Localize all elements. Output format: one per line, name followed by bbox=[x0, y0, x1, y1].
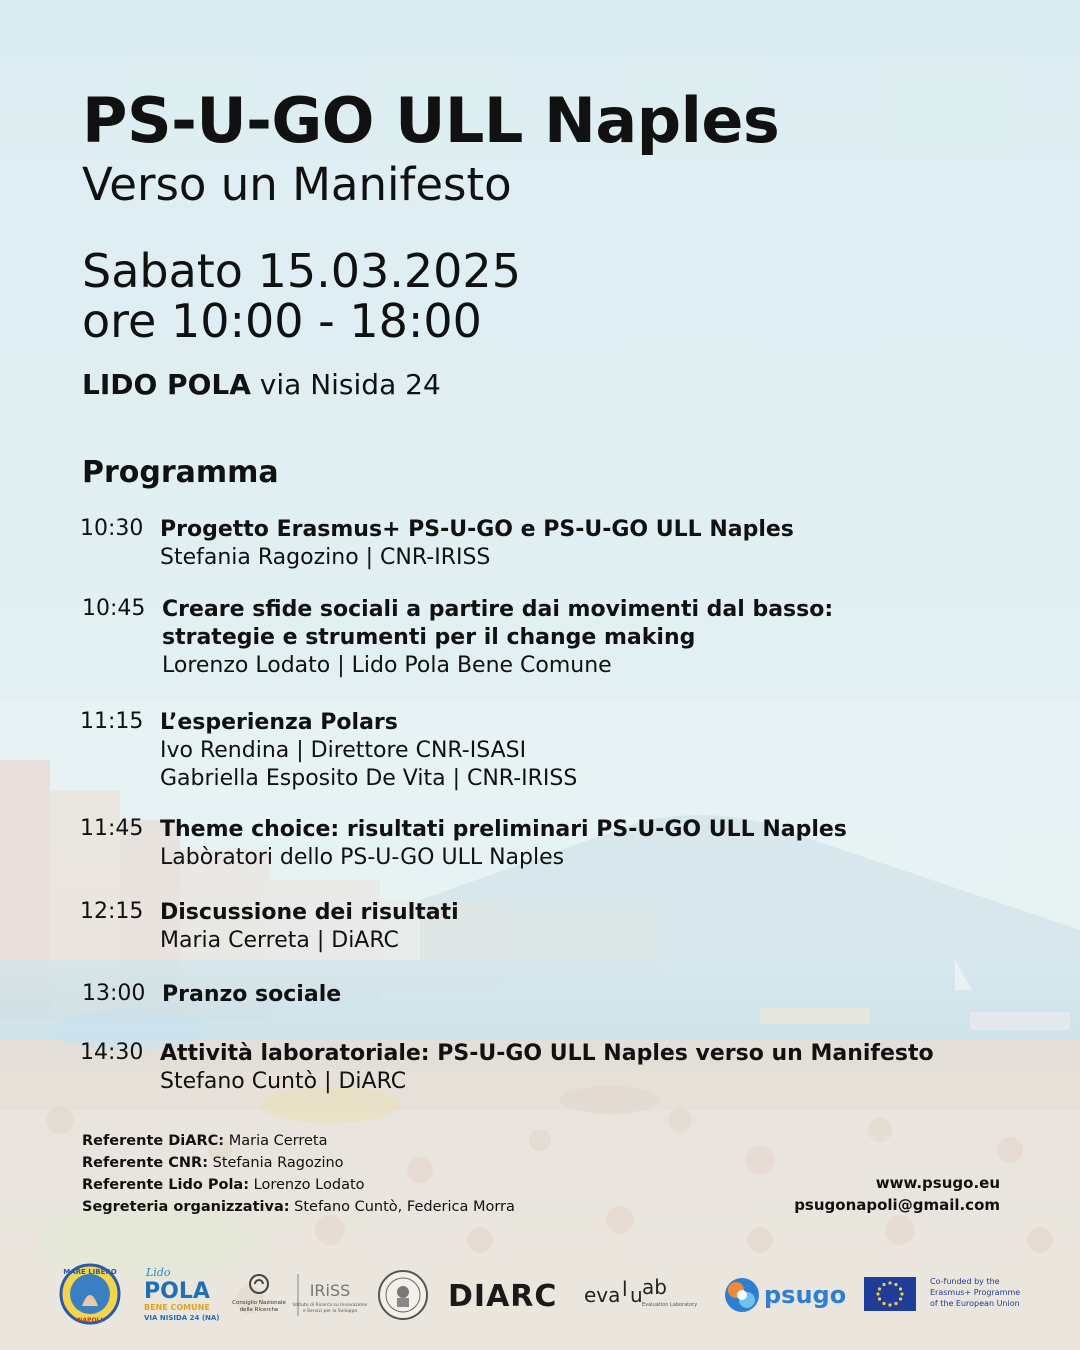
programme-title: Progetto Erasmus+ PS-U-GO e PS-U-GO ULL Naples bbox=[160, 517, 794, 542]
referent-name: Stefano Cuntò, Federica Morra bbox=[294, 1199, 515, 1215]
programme-title: Discussione dei risultati bbox=[160, 900, 459, 925]
mare-libero-logo bbox=[58, 1262, 122, 1328]
psugo-logo bbox=[722, 1262, 846, 1328]
svg-text:Lido: Lido bbox=[146, 1266, 171, 1279]
programme-title: Theme choice: risultati preliminari PS-U-GO ULL Naples bbox=[160, 817, 847, 842]
svg-text:Istituto di Ricerca su Innovaz: Istituto di Ricerca su Innovazione bbox=[292, 1303, 368, 1308]
event-date: Sabato 15.03.2025 bbox=[82, 244, 521, 298]
referent-role: Segreteria organizzativa: bbox=[82, 1199, 290, 1215]
university-seal-logo bbox=[374, 1262, 432, 1328]
svg-text:VIA NISIDA 24 (NA): VIA NISIDA 24 (NA) bbox=[144, 1314, 220, 1322]
programme-speaker: Maria Cerreta | DiARC bbox=[160, 928, 399, 953]
programme-speaker: Ivo Rendina | Direttore CNR-ISASI bbox=[160, 738, 527, 763]
programme-speaker: Lorenzo Lodato | Lido Pola Bene Comune bbox=[162, 653, 612, 678]
svg-text:l: l bbox=[622, 1277, 628, 1301]
diarc-logo bbox=[446, 1262, 562, 1328]
event-subtitle: Verso un Manifesto bbox=[82, 158, 512, 211]
programme-time: 14:30 bbox=[80, 1040, 144, 1065]
referents-list bbox=[82, 1130, 515, 1218]
programme-time: 10:30 bbox=[80, 516, 144, 541]
svg-text:Consiglio Nazionale: Consiglio Nazionale bbox=[232, 1300, 286, 1306]
svg-text:delle Ricerche: delle Ricerche bbox=[239, 1307, 279, 1313]
referent-line bbox=[82, 1196, 515, 1218]
programme-title: Attività laboratoriale: PS-U-GO ULL Naples verso un Manifesto bbox=[160, 1041, 934, 1066]
svg-text:Evaluation Laboratory: Evaluation Laboratory bbox=[642, 1302, 698, 1308]
event-time: ore 10:00 - 18:00 bbox=[82, 294, 482, 348]
referent-line bbox=[82, 1174, 515, 1196]
svg-text:of the European Union: of the European Union bbox=[930, 1299, 1020, 1308]
referent-name: Lorenzo Lodato bbox=[253, 1177, 365, 1193]
lido-pola-logo bbox=[140, 1262, 220, 1328]
referent-role: Referente CNR: bbox=[82, 1155, 209, 1171]
programme-title: Creare sfide sociali a partire dai movimenti dal basso: bbox=[162, 597, 834, 622]
svg-text:Co-funded by the: Co-funded by the bbox=[930, 1277, 1000, 1286]
programme-time: 13:00 bbox=[82, 981, 146, 1006]
svg-text:BENE COMUNE: BENE COMUNE bbox=[144, 1303, 210, 1312]
venue-address: via Nisida 24 bbox=[259, 368, 441, 401]
event-datetime bbox=[82, 246, 521, 346]
evalab-logo bbox=[582, 1262, 708, 1328]
contact-block bbox=[794, 1172, 1000, 1216]
svg-text:psugo: psugo bbox=[764, 1281, 847, 1309]
svg-text:NAPOLI: NAPOLI bbox=[77, 1317, 103, 1324]
email-link[interactable]: psugonapoli@gmail.com bbox=[794, 1196, 1000, 1214]
programme-time: 12:15 bbox=[80, 899, 144, 924]
iriss-logo bbox=[292, 1262, 368, 1328]
cnr-logo bbox=[226, 1262, 292, 1328]
programme-title-continued: strategie e strumenti per il change making bbox=[162, 625, 696, 650]
svg-text:Erasmus+ Programme: Erasmus+ Programme bbox=[930, 1288, 1021, 1297]
svg-text:IRiSS: IRiSS bbox=[309, 1281, 351, 1300]
referent-role: Referente Lido Pola: bbox=[82, 1177, 250, 1193]
svg-text:u: u bbox=[630, 1283, 643, 1307]
programme-heading: Programma bbox=[82, 455, 279, 490]
programme-speaker: Labòratori dello PS-U-GO ULL Naples bbox=[160, 845, 565, 870]
programme-speaker: Gabriella Esposito De Vita | CNR-IRISS bbox=[160, 766, 578, 791]
svg-text:POLA: POLA bbox=[144, 1279, 210, 1304]
svg-text:e Servizi per lo Sviluppo: e Servizi per lo Sviluppo bbox=[302, 1309, 358, 1314]
eu-cofunded-logo bbox=[862, 1262, 1034, 1328]
programme-time: 11:15 bbox=[80, 709, 144, 734]
venue-name: LIDO POLA bbox=[82, 368, 251, 401]
referent-role: Referente DiARC: bbox=[82, 1133, 225, 1149]
programme-time: 11:45 bbox=[80, 816, 144, 841]
programme-time: 10:45 bbox=[82, 596, 146, 621]
website-link[interactable]: www.psugo.eu bbox=[875, 1174, 1000, 1192]
svg-text:ab: ab bbox=[642, 1275, 667, 1299]
event-title: PS-U-GO ULL Naples bbox=[82, 84, 780, 157]
svg-text:DIARC: DIARC bbox=[448, 1279, 558, 1314]
programme-speaker: Stefano Cuntò | DiARC bbox=[160, 1069, 407, 1094]
referent-line bbox=[82, 1152, 515, 1174]
programme-title: L’esperienza Polars bbox=[160, 710, 398, 735]
event-venue bbox=[82, 368, 441, 401]
programme-title: Pranzo sociale bbox=[162, 982, 342, 1007]
svg-text:eva: eva bbox=[584, 1283, 621, 1307]
referent-line bbox=[82, 1130, 515, 1152]
programme-speaker: Stefania Ragozino | CNR-IRISS bbox=[160, 545, 491, 570]
partner-logos bbox=[0, 1262, 1080, 1332]
referent-name: Stefania Ragozino bbox=[212, 1155, 344, 1171]
referent-name: Maria Cerreta bbox=[228, 1133, 328, 1149]
svg-text:MARE LIBERO: MARE LIBERO bbox=[63, 1268, 117, 1276]
